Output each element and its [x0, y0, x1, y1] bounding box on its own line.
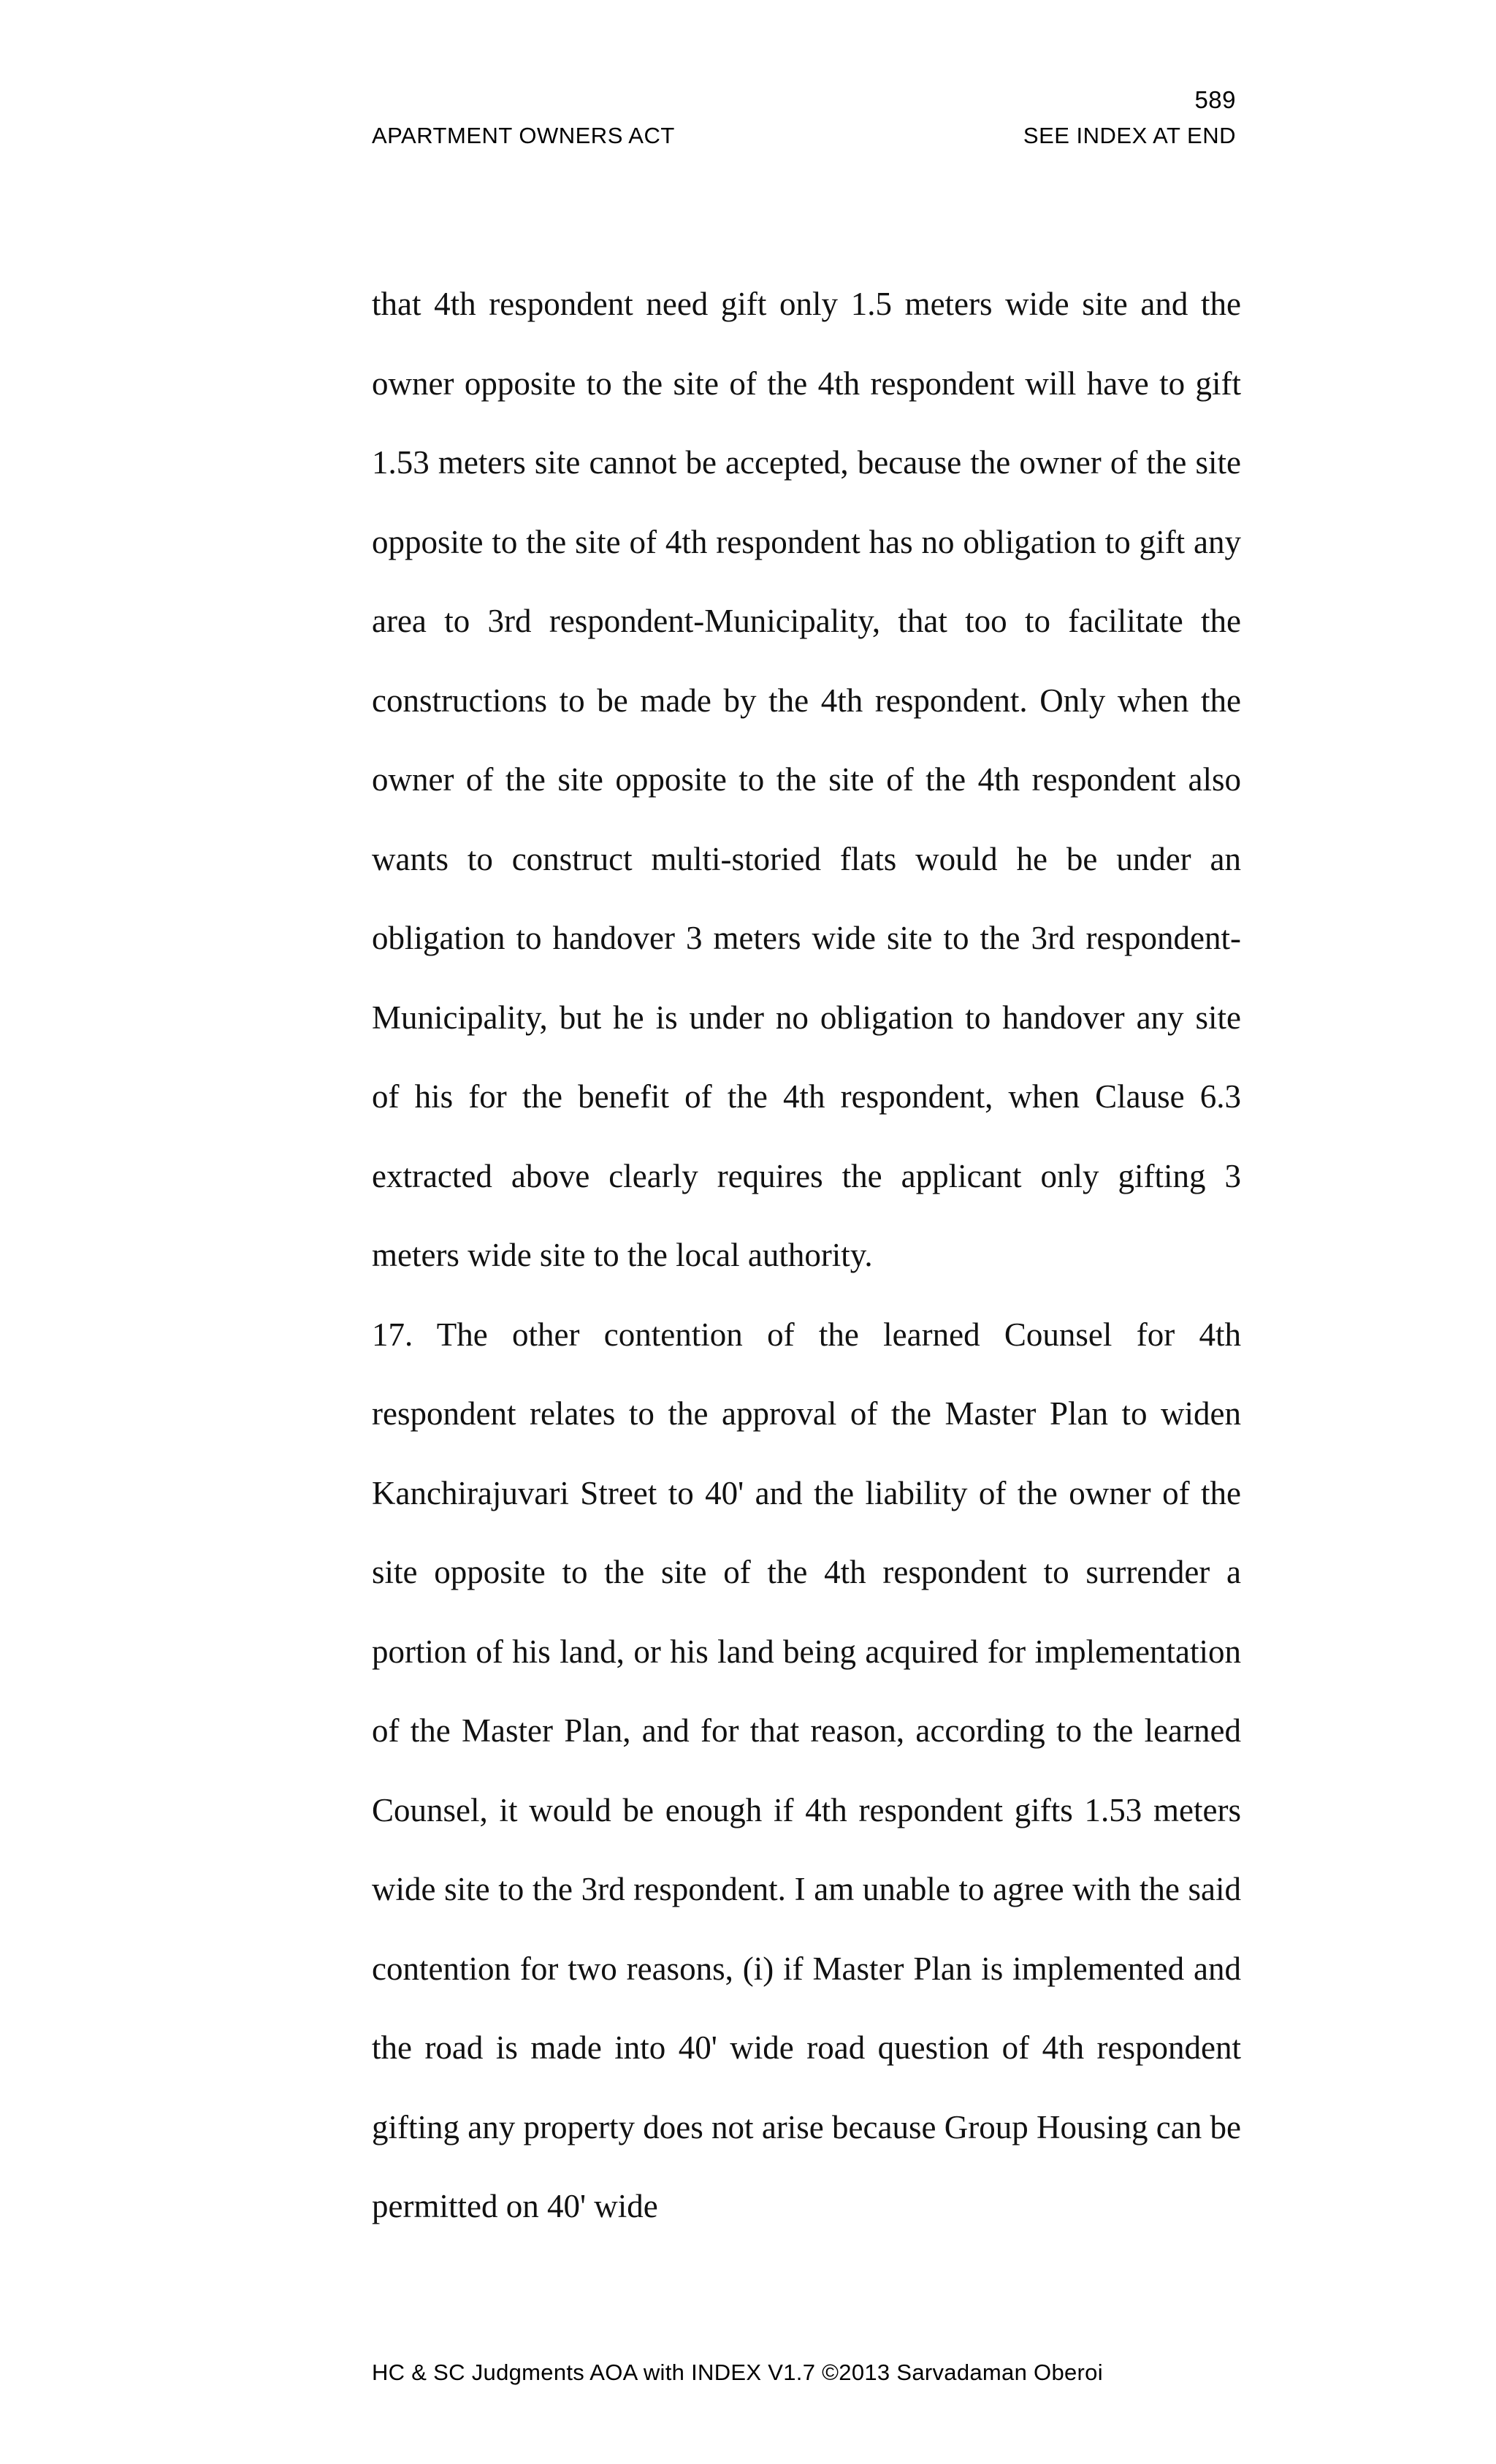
- page-footer: HC & SC Judgments AOA with INDEX V1.7 ©2013 Sarvadaman Oberoi: [372, 2360, 1103, 2385]
- running-header-title: APARTMENT OWNERS ACT: [372, 123, 675, 148]
- page-number: 589: [1194, 86, 1236, 113]
- judgment-body: [372, 264, 1241, 2246]
- paragraph-continuation: that 4th respondent need gift only 1.5 meters wide site and the owner opposite to the site of the 4th respondent will have to gift 1.53 meters site cannot be accepted, because the owner of the site opposite to the site of 4th respondent has no obligation to gift any area to 3rd respondent-Municipality, that too to facilitate the constructions to be made by the 4th respondent. Only when the owner of the site opposite to the site of the 4th respondent also wants to construct multi-storied flats would he be under an obligation to handover 3 meters wide site to the 3rd respondent-Municipality, but he is under no obligation to handover any site of his for the benefit of the 4th respondent, when Clause 6.3 extracted above clearly requires the applicant only gifting 3 meters wide site to the local authority.: [372, 286, 1241, 1273]
- running-header-index-note: SEE INDEX AT END: [1023, 123, 1236, 148]
- paragraph-17: 17. The other contention of the learned Counsel for 4th respondent relates to the approval of the Master Plan to widen Kanchirajuvari Street to 40' and the liability of the owner of the site opposite to the site of the 4th respondent to surrender a portion of his land, or his land being acquired for implementation of the Master Plan, and for that reason, according to the learned Counsel, it would be enough if 4th respondent gifts 1.53 meters wide site to the 3rd respondent. I am unable to agree with the said contention for two reasons, (i) if Master Plan is implemented and the road is made into 40' wide road question of 4th respondent gifting any property does not arise because Group Housing can be permitted on 40' wide: [372, 1316, 1241, 2224]
